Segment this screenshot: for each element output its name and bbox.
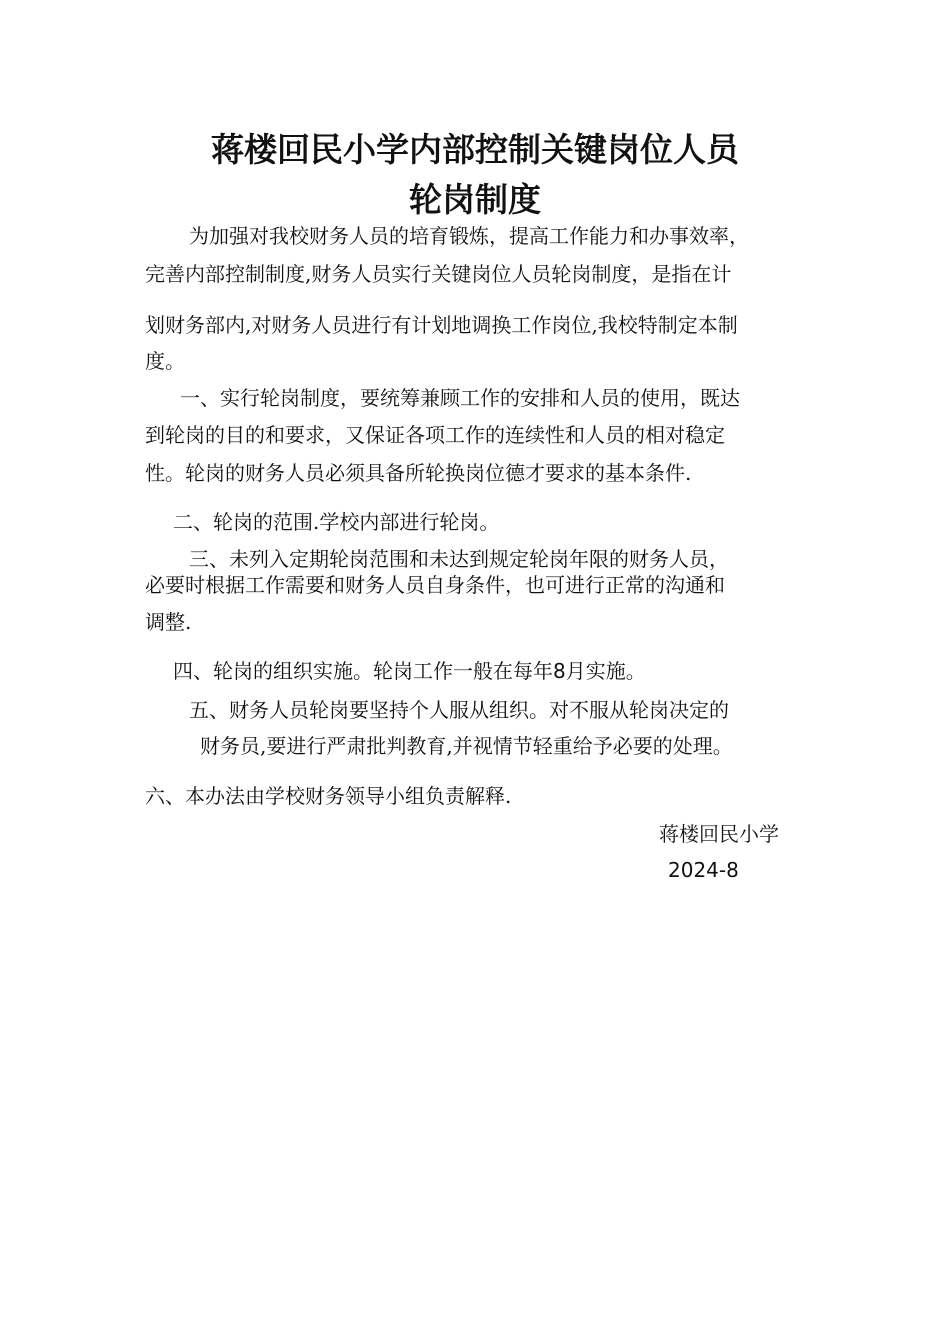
- date: 2024-8: [668, 858, 739, 882]
- item-5-line-2: 财务员,要进行严肃批判教育,并视情节轻重给予必要的处理。: [200, 734, 733, 758]
- item-6: 六、本办法由学校财务领导小组负责解释.: [145, 784, 512, 808]
- document-title-line-1: 蒋楼回民小学内部控制关键岗位人员: [211, 130, 739, 169]
- intro-line-4: 度。: [145, 349, 185, 373]
- intro-line-2: 完善内部控制制度,财务人员实行关键岗位人员轮岗制度，是指在计: [145, 262, 732, 286]
- item-2: 二、轮岗的范围.学校内部进行轮岗。: [173, 510, 500, 534]
- item-1-line-2: 到轮岗的目的和要求，又保证各项工作的连续性和人员的相对稳定: [145, 423, 725, 447]
- document-title-line-2: 轮岗制度: [409, 180, 541, 219]
- item-1-line-3: 性。轮岗的财务人员必须具备所轮换岗位德才要求的基本条件.: [145, 461, 692, 485]
- intro-line-3: 划财务部内,对财务人员进行有计划地调换工作岗位,我校特制定本制: [145, 313, 738, 337]
- item-1-line-1: 一、实行轮岗制度，要统筹兼顾工作的安排和人员的使用，既达: [180, 386, 740, 410]
- item-3-line-2: 必要时根据工作需要和财务人员自身条件，也可进行正常的沟通和: [145, 573, 725, 597]
- item-4: [173, 657, 646, 685]
- item-3-line-3: 调整.: [145, 610, 192, 634]
- item-4-text-after: 月实施。: [565, 659, 646, 683]
- item-5-line-1: 五、财务人员轮岗要坚持个人服从组织。对不服从轮岗决定的: [189, 698, 729, 722]
- item-4-month-number: 8: [553, 659, 566, 683]
- item-4-text-before: 四、轮岗的组织实施。轮岗工作一般在每年: [173, 659, 553, 683]
- signature: 蒋楼回民小学: [659, 822, 779, 846]
- item-3-line-1: 三、未列入定期轮岗范围和未达到规定轮岗年限的财务人员，: [189, 547, 729, 571]
- intro-line-1: 为加强对我校财务人员的培育锻炼，提高工作能力和办事效率，: [189, 224, 749, 248]
